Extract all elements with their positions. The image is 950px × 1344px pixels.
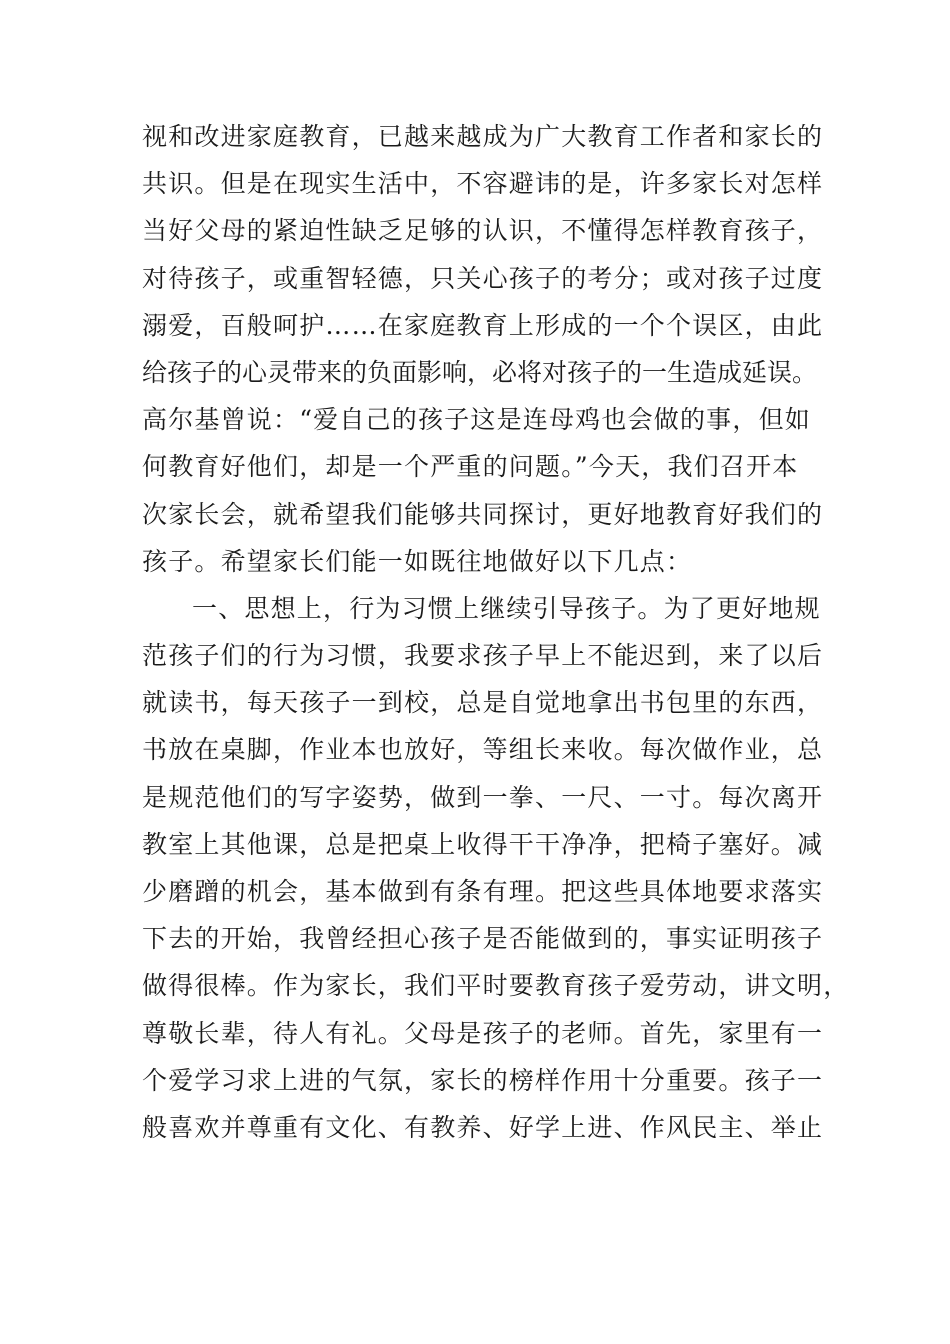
text-line: 般喜欢并尊重有文化、有教养、好学上进、作风民主、举止 — [142, 1112, 824, 1142]
text-line: 孩子。希望家长们能一如既往地做好以下几点： — [142, 546, 693, 576]
text-line: 溺爱，百般呵护……在家庭教育上形成的一个个误区，由此 — [142, 310, 824, 340]
text-line: 是规范他们的写字姿势，做到一拳、一尺、一寸。每次离开 — [142, 782, 824, 812]
text-line: 个爱学习求上进的气氛，家长的榜样作用十分重要。孩子一 — [142, 1065, 824, 1095]
text-line: 视和改进家庭教育，已越来越成为广大教育工作者和家长的 — [142, 122, 824, 151]
text-line: 对待孩子，或重智轻德，只关心孩子的考分；或对孩子过度 — [142, 263, 824, 293]
text-line: 次家长会，就希望我们能够共同探讨，更好地教育好我们的 — [142, 499, 824, 529]
text-line: 教室上其他课，总是把桌上收得干干净净，把椅子塞好。减 — [142, 829, 824, 859]
text-line: 高尔基曾说：“爱自己的孩子这是连母鸡也会做的事，但如 — [142, 405, 811, 435]
text-line: 尊敬长辈，待人有礼。父母是孩子的老师。首先，家里有一 — [142, 1018, 824, 1048]
text-line: 共识。但是在现实生活中，不容避讳的是，许多家长对怎样 — [142, 169, 824, 199]
text-line: 范孩子们的行为习惯，我要求孩子早上不能迟到，来了以后 — [142, 641, 824, 671]
text-line: 何教育好他们，却是一个严重的问题。”今天，我们召开本 — [142, 452, 799, 482]
text-line: 少磨蹭的机会，基本做到有条有理。把这些具体地要求落实 — [142, 877, 824, 906]
text-line: 给孩子的心灵带来的负面影响，必将对孩子的一生造成延误。 — [142, 357, 818, 387]
text-line: 下去的开始，我曾经担心孩子是否能做到的，事实证明孩子 — [142, 924, 824, 954]
text-line: 做得很棒。作为家长，我们平时要教育孩子爱劳动，讲文明， — [142, 971, 850, 1001]
text-line: 就读书，每天孩子一到校，总是自觉地拿出书包里的东西， — [142, 688, 824, 718]
body-text — [142, 113, 850, 1151]
text-line: 书放在桌脚，作业本也放好，等组长来收。每次做作业，总 — [142, 735, 824, 765]
text-line: 当好父母的紧迫性缺乏足够的认识，不懂得怎样教育孩子， — [142, 216, 824, 246]
paragraph-first-line: 一、思想上，行为习惯上继续引导孩子。为了更好地规 — [192, 593, 821, 623]
